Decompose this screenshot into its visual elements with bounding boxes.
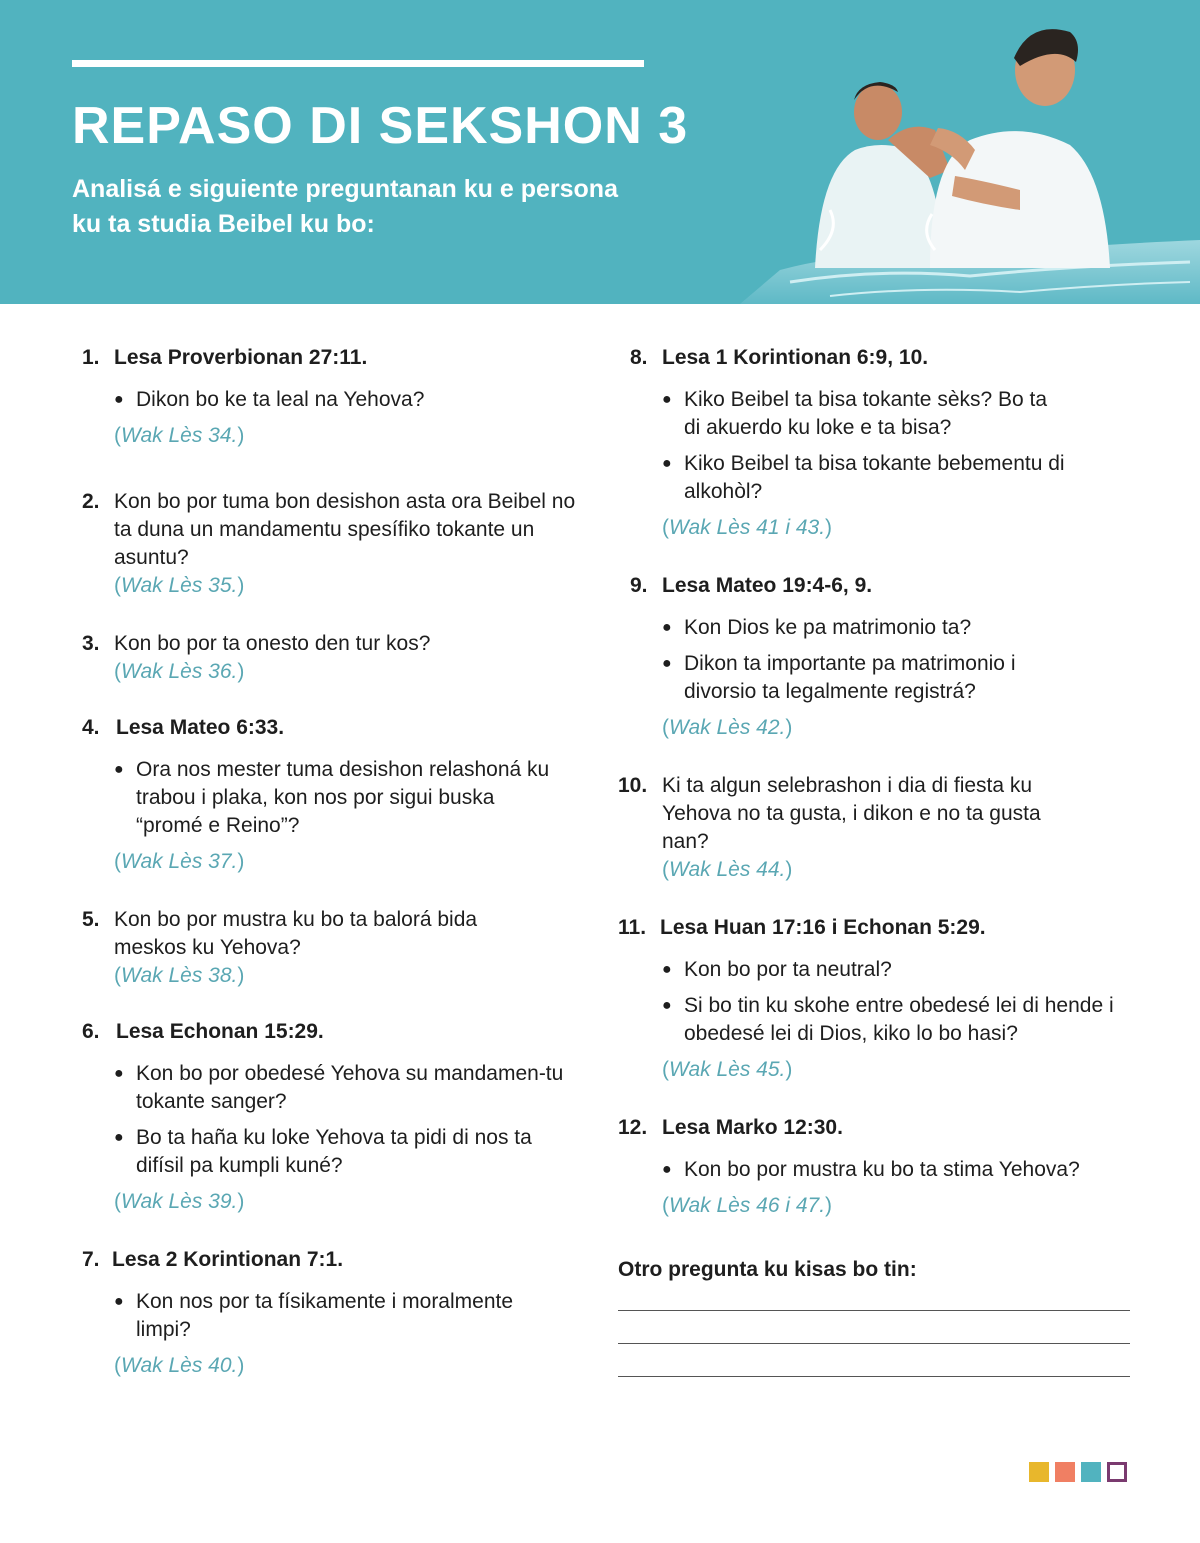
questions-right-column (618, 344, 1148, 1377)
question-text: Ki ta algun selebrashon i dia di fiesta ku Yehova no ta gusta, i dikon e no ta gusta nan? (662, 774, 1041, 853)
question-bullet: ● Kon Dios ke pa matrimonio ta? (662, 616, 972, 639)
question-number: 1. (82, 346, 100, 369)
answer-line[interactable] (618, 1310, 1130, 1311)
indicator-square-orange (1055, 1462, 1075, 1482)
question-text: Lesa Huan 17:16 i Echonan 5:29. (660, 916, 986, 939)
question-number: 3. (82, 632, 100, 655)
question-text: Lesa Proverbionan 27:11. (114, 346, 368, 369)
lesson-reference: (Wak Lès 34.) (114, 424, 245, 447)
question-9 (618, 572, 1148, 742)
question-text: Lesa Mateo 6:33. (116, 716, 285, 739)
question-12 (618, 1114, 1148, 1220)
question-1 (82, 344, 592, 450)
lesson-reference: (Wak Lès 41 i 43.) (662, 516, 833, 539)
lesson-reference: (Wak Lès 45.) (662, 1058, 793, 1081)
question-text: Kon bo por ta onesto den tur kos? (114, 632, 431, 655)
question-4 (82, 714, 592, 876)
question-number: 9. (630, 574, 648, 597)
question-6 (82, 1018, 592, 1216)
header-banner (0, 0, 1200, 304)
lesson-reference: (Wak Lès 36.) (114, 660, 245, 683)
question-bullet: ● Bo ta haña ku loke Yehova ta pidi di nos ta difísil pa kumpli kuné? (114, 1126, 532, 1177)
page-subtitle: Analisá e siguiente preguntanan ku e persona ku ta studia Beibel ku bo: (72, 175, 618, 238)
page-title: REPASO DI SEKSHON 3 (72, 97, 689, 155)
question-bullet: ● Dikon ta importante pa matrimonio i divorsio ta legalmente registrá? (662, 652, 1016, 703)
question-bullet: ● Kon bo por ta neutral? (662, 958, 892, 981)
question-3 (82, 630, 592, 686)
questions-left-column (82, 344, 592, 1380)
question-number: 11. (618, 916, 647, 939)
question-number: 10. (618, 774, 648, 797)
lesson-reference: (Wak Lès 37.) (114, 850, 245, 873)
indicator-square-outline (1107, 1462, 1127, 1482)
question-text: Lesa 2 Korintionan 7:1. (112, 1248, 344, 1271)
question-text: Lesa Mateo 19:4-6, 9. (662, 574, 873, 597)
section-indicator (1029, 1462, 1127, 1482)
lesson-reference: (Wak Lès 35.) (114, 574, 245, 597)
question-number: 6. (82, 1020, 100, 1043)
question-8 (618, 344, 1148, 542)
question-bullet: ● Dikon bo ke ta leal na Yehova? (114, 388, 425, 411)
question-text: Kon bo por mustra ku bo ta balorá bida meskos ku Yehova? (114, 908, 478, 959)
question-text: Lesa 1 Korintionan 6:9, 10. (662, 346, 929, 369)
baptism-illustration (720, 0, 1200, 304)
lesson-reference: (Wak Lès 46 i 47.) (662, 1194, 833, 1217)
question-number: 5. (82, 908, 100, 931)
question-5 (82, 906, 592, 990)
answer-line[interactable] (618, 1343, 1130, 1344)
header-rule (72, 60, 644, 67)
lesson-reference: (Wak Lès 40.) (114, 1354, 245, 1377)
lesson-reference: (Wak Lès 42.) (662, 716, 793, 739)
lesson-reference: (Wak Lès 38.) (114, 964, 245, 987)
question-bullet: ● Kon nos por ta físikamente i moralmente limpi? (114, 1290, 514, 1341)
question-number: 8. (630, 346, 648, 369)
question-number: 2. (82, 490, 100, 513)
answer-line[interactable] (618, 1376, 1130, 1377)
lesson-reference: (Wak Lès 44.) (662, 858, 793, 881)
question-2 (82, 488, 592, 600)
extra-questions-label: Otro pregunta ku kisas bo tin: (618, 1258, 917, 1281)
question-bullet: ● Ora nos mester tuma desishon relashoná ku trabou i plaka, kon nos por sigui buska “promé e Reino”? (114, 758, 550, 837)
lesson-reference: (Wak Lès 39.) (114, 1190, 245, 1213)
indicator-square-yellow (1029, 1462, 1049, 1482)
question-bullet: ● Kiko Beibel ta bisa tokante sèks? Bo ta di akuerdo ku loke e ta bisa? (662, 388, 1048, 439)
question-bullet: ● Kon bo por obedesé Yehova su mandamen-tu tokante sanger? (114, 1062, 564, 1113)
question-bullet: ● Si bo tin ku skohe entre obedesé lei di hende i obedesé lei di Dios, kiko lo bo hasi? (662, 994, 1114, 1045)
question-number: 7. (82, 1248, 100, 1271)
question-text: Lesa Echonan 15:29. (116, 1020, 324, 1043)
indicator-square-teal (1081, 1462, 1101, 1482)
question-number: 4. (82, 716, 100, 739)
question-text: Lesa Marko 12:30. (662, 1116, 843, 1139)
question-7 (82, 1246, 592, 1380)
question-bullet: ● Kiko Beibel ta bisa tokante bebementu di alkohòl? (662, 452, 1065, 503)
question-bullet: ● Kon bo por mustra ku bo ta stima Yehova? (662, 1158, 1080, 1181)
question-number: 12. (618, 1116, 648, 1139)
question-text: Kon bo por tuma bon desishon asta ora Beibel no ta duna un mandamentu spesífiko tokante un asuntu? (114, 490, 576, 569)
question-11 (618, 914, 1148, 1084)
question-10 (618, 772, 1148, 884)
